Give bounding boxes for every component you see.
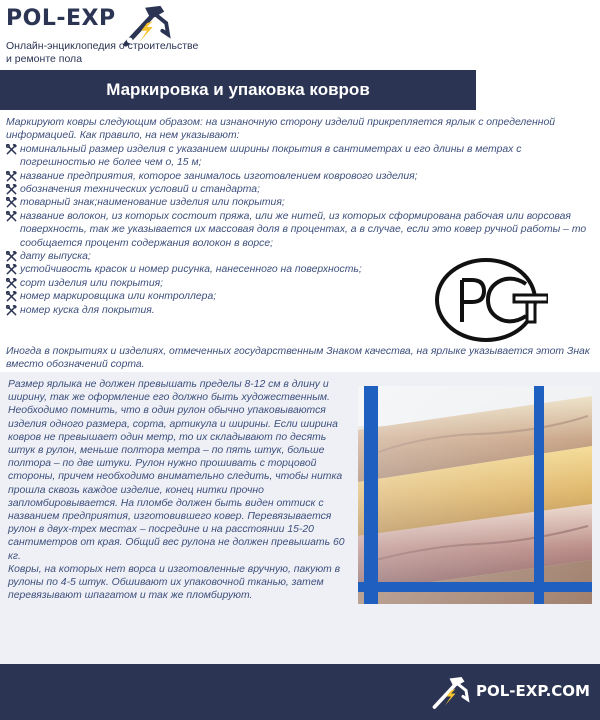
title-stripe <box>476 70 490 110</box>
list-item: товарный знак;наименование изделия или покрытия; <box>6 196 594 209</box>
article-content <box>0 110 600 664</box>
footer <box>0 664 600 720</box>
footer-brand-link[interactable]: POL-EXP.COM <box>476 682 590 700</box>
wrench-hammer-icon <box>6 211 17 222</box>
wrench-hammer-icon <box>6 251 17 262</box>
carpet-rolls-photo <box>358 386 592 604</box>
site-tagline: Онлайн-энциклопедия о строительстве и ремонте пола <box>6 40 199 65</box>
wrench-hammer-icon <box>6 305 17 316</box>
list-item: номер куска для покрытия. <box>6 304 594 317</box>
list-item: название предприятия, которое занималось изготовлением коврового изделия; <box>6 170 594 183</box>
wrench-hammer-icon <box>6 144 17 155</box>
page-title: Маркировка и упаковка ковров <box>106 80 370 99</box>
header <box>0 0 600 70</box>
list-item: устойчивость красок и номер рисунка, нанесенного на поверхность; <box>6 263 594 276</box>
list-item: дату выпуска; <box>6 250 594 263</box>
brand-logo[interactable]: POL-EXP <box>6 6 116 31</box>
list-item: название волокон, из которых состоит пряжа, или же нитей, из которых сформирована рабочая или ворсовая поверхность, так же указывается их массовая доля в процентах, а в случае, если это ковер ручной работы – то сообщается процент содержания волокон в ворсе; <box>6 210 594 250</box>
wrench-hammer-icon <box>6 291 17 302</box>
hammer-lightning-icon <box>428 674 474 710</box>
title-banner <box>0 70 490 110</box>
packaging-paragraph: Размер ярлыка не должен превышать пределы 8-12 см в длину и ширину, так же оформление его должно быть художественным. <box>8 379 330 404</box>
list-item: обозначения технических условий и стандарта; <box>6 183 594 196</box>
list-item: номинальный размер изделия с указанием ширины покрытия в сантиметрах и его длины в метрах с погрешностью не более чем о, 15 м; <box>6 143 594 170</box>
gost-certification-mark <box>430 256 548 344</box>
quality-note: Иногда в покрытиях и изделиях, отмеченных государственным Знаком качества, на ярлыке указывается этот Знак вместо обозначений сорта. <box>6 346 590 371</box>
wrench-hammer-icon <box>6 184 17 195</box>
packaging-panel <box>0 372 600 664</box>
marking-intro: Маркируют ковры следующим образом: на изнаночную сторону изделий прикрепляется ярлык с определенной информацией. Как правило, на нем указывают: <box>6 117 556 142</box>
packaging-paragraph: Ковры, на которых нет ворса и изготовленные вручную, пакуют в рулоны по 4-5 штук. Обшивают их упаковочной тканью, затем перевязывают шпагатом и так же пломбируют. <box>8 563 341 602</box>
packaging-paragraph: Необходимо помнить, что в один рулон обычно упаковываются изделия одного размера, сорта, артикула и ширины. Если ширина ковров не превышает один метр, то их складывают по десять штук в рулон, меньше полтора метра – по пять штук, больше полтора – по две штуки. Рулон нужно прошивать с торцовой стороны, причем необходимо внимательно следить, чтобы нитка прошла сквозь каждое изделие, конец нитки прочно запломбировывается. На пломбе должен быть виден оттиск с названием предприятия, изготовившего ковер. Перевязывается рулон в двух-трех местах – посредине и на расстоянии 15-20 сантиметров от края. Общий вес рулона не должен превышать 60 кг. <box>8 405 345 562</box>
list-item: сорт изделия или покрытия; <box>6 277 594 290</box>
list-item: номер маркировщика или контроллера; <box>6 290 594 303</box>
packaging-text <box>8 378 348 602</box>
wrench-hammer-icon <box>6 264 17 275</box>
wrench-hammer-icon <box>6 197 17 208</box>
wrench-hammer-icon <box>6 171 17 182</box>
wrench-hammer-icon <box>6 278 17 289</box>
